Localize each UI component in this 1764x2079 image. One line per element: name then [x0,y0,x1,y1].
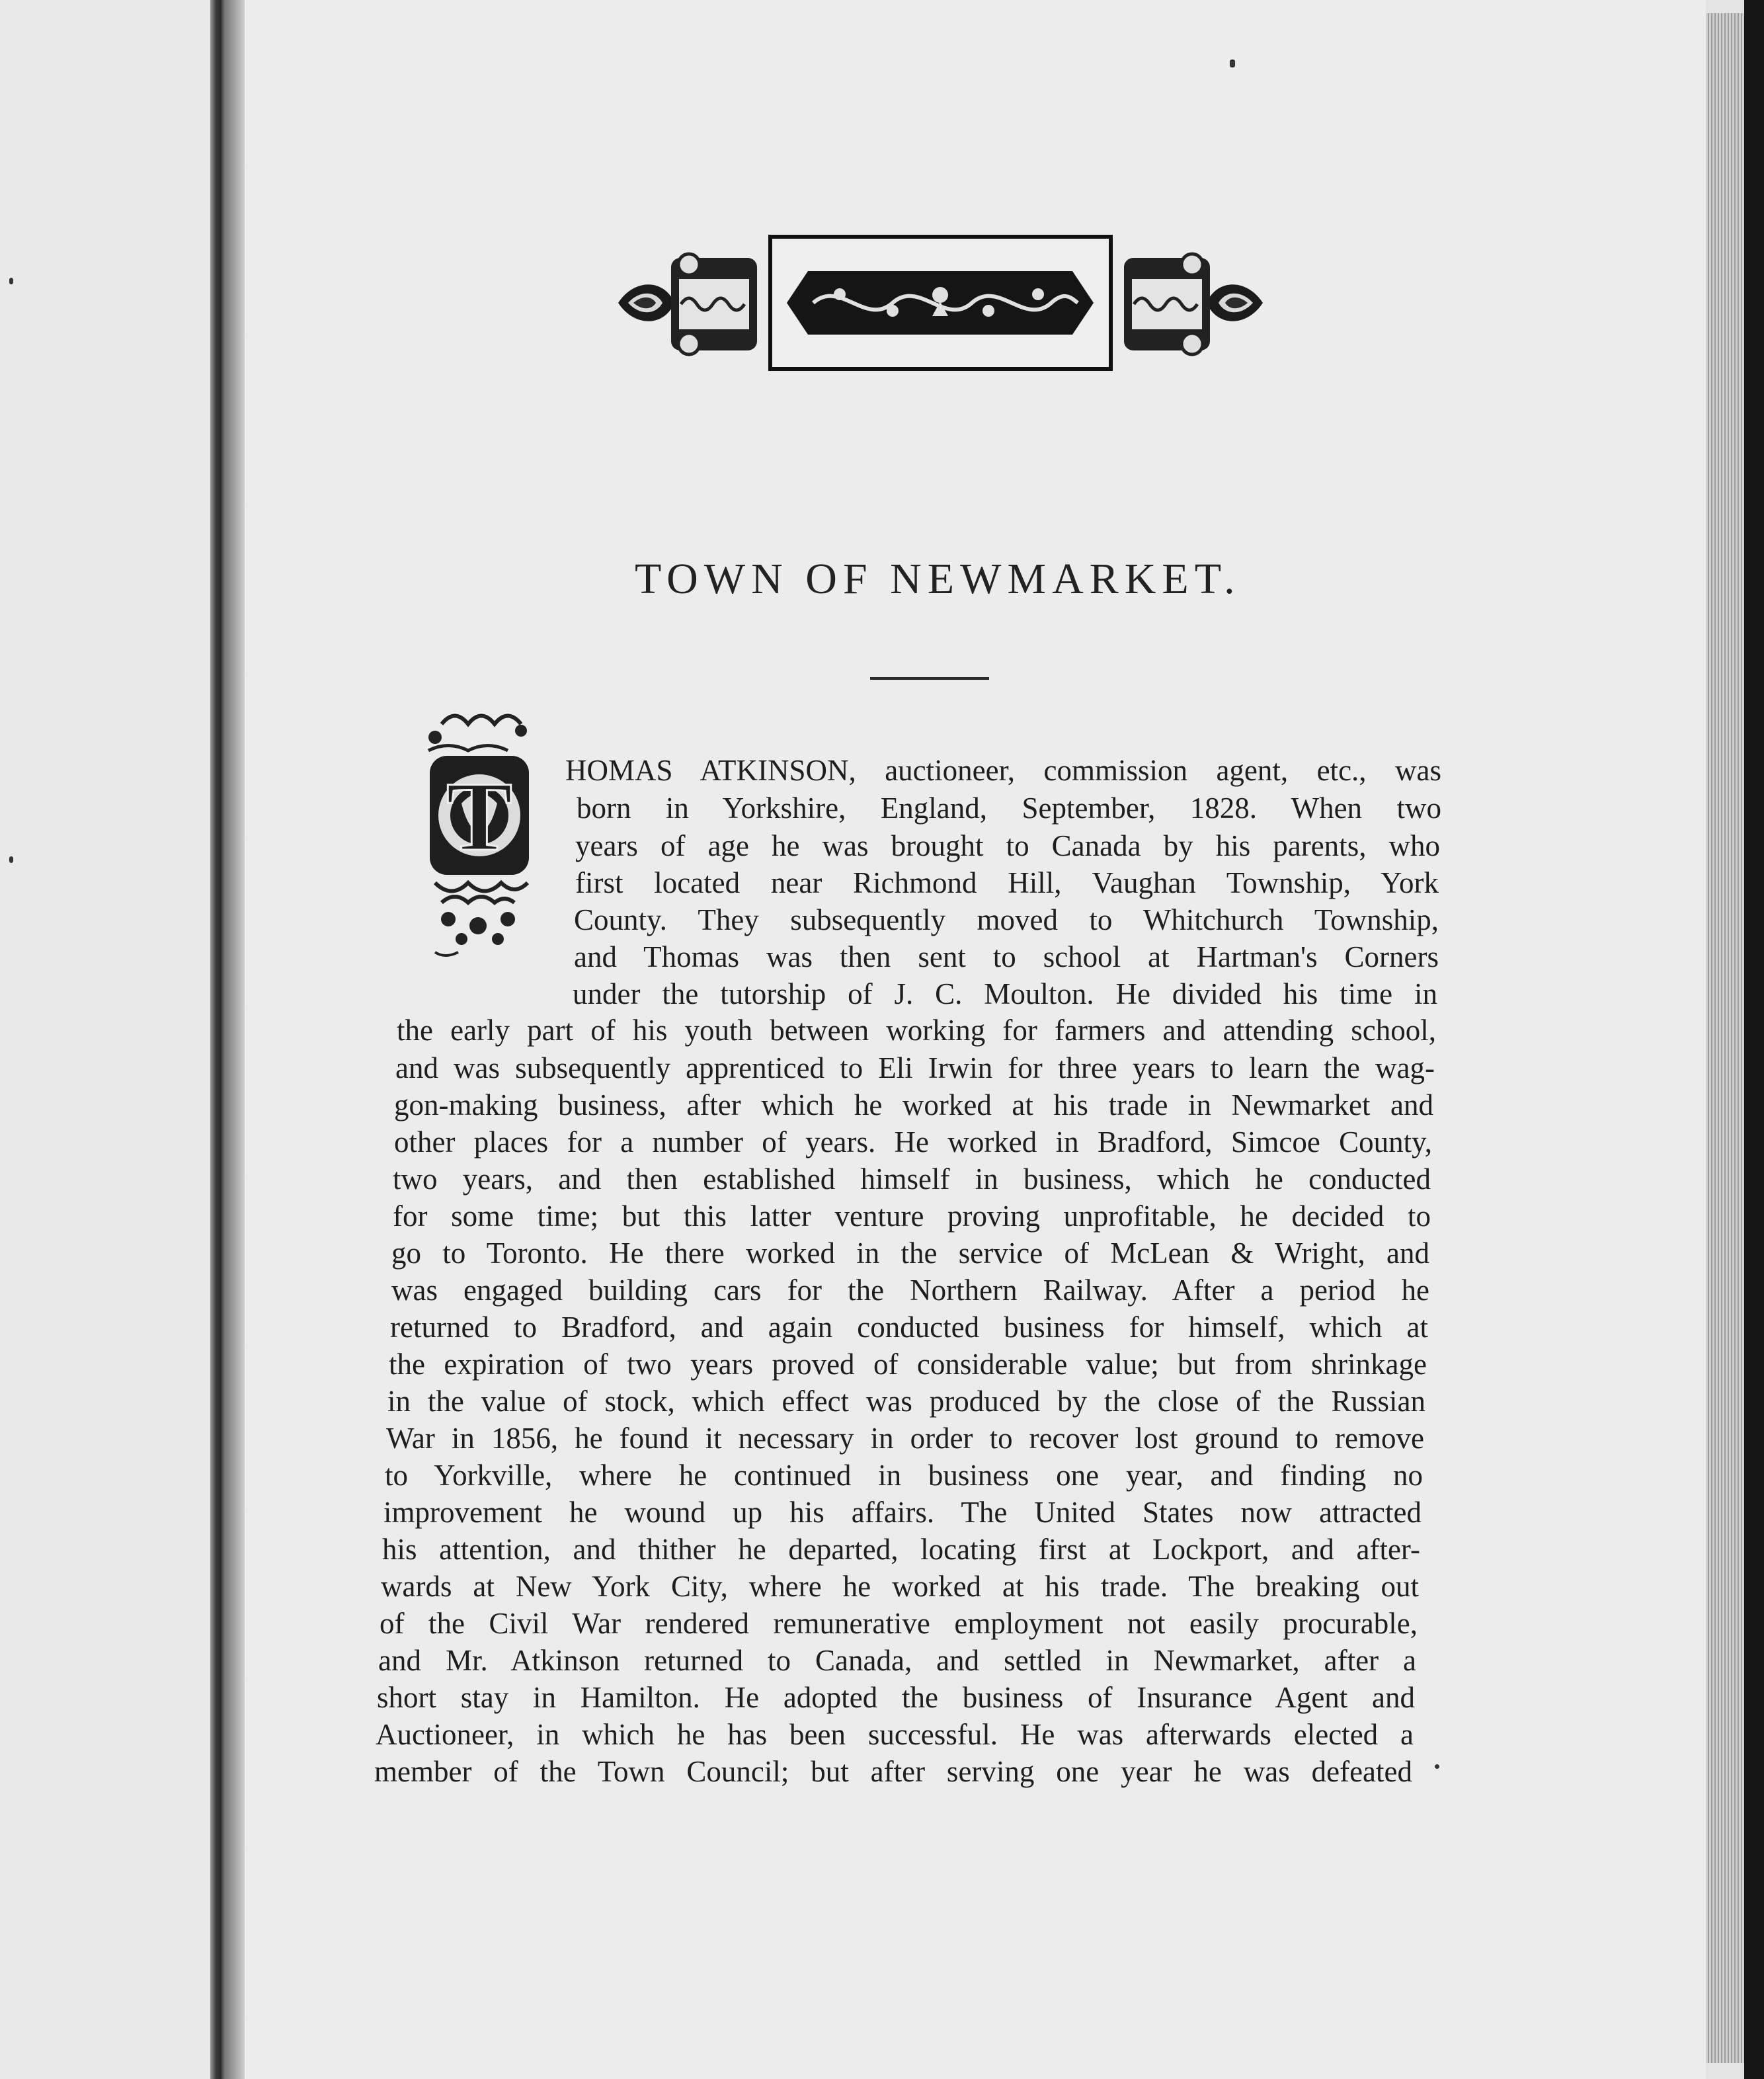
page-speck [9,278,13,284]
body-line: gon-making business, after which he worked at his trade in Newmarket and [394,1088,1433,1121]
body-line: member of the Town Council; but after serving one year he was defeated [374,1755,1412,1788]
page-mark [1435,1764,1439,1769]
body-line: improvement he wound up his affairs. The United States now attracted [383,1496,1422,1529]
page-speck [9,856,13,863]
drop-cap-initial-icon [415,704,538,962]
headpiece-ornament-icon [615,231,1266,374]
body-line: two years, and then established himself in business, which he conducted [393,1162,1431,1196]
body-line: the expiration of two years proved of considerable value; but from shrinkage [389,1348,1427,1381]
body-line: his attention, and thither he departed, locating first at Lockport, and after- [382,1533,1420,1566]
body-line: first located near Richmond Hill, Vaughan Township, York [575,866,1439,899]
body-line: to Yorkville, where he continued in business one year, and finding no [385,1459,1423,1492]
body-line: and Mr. Atkinson returned to Canada, and settled in Newmarket, after a [378,1644,1416,1677]
body-line: and Thomas was then sent to school at Hartman's Corners [574,940,1439,973]
body-line: years of age he was brought to Canada by his parents, who [575,829,1440,862]
page-title: TOWN OF NEWMARKET. [635,555,1241,603]
drop-cap-letter: T [446,762,513,872]
outer-book-edge [1744,0,1764,2079]
body-line: go to Toronto. He there worked in the service of McLean & Wright, and [391,1237,1429,1270]
body-line: returned to Bradford, and again conducted business for himself, which at [390,1311,1428,1344]
body-line: was engaged building cars for the Northern Railway. After a period he [391,1274,1429,1307]
page-edges [1706,13,1744,2063]
body-line: War in 1856, he found it necessary in order to recover lost ground to remove [386,1422,1424,1455]
body-line: born in Yorkshire, England, September, 1828. When two [577,792,1441,825]
page-speck [1230,60,1235,67]
book-spine-shadow [210,0,225,2079]
body-line: and was subsequently apprenticed to Eli Irwin for three years to learn the wag- [395,1051,1435,1084]
left-page [0,0,212,2079]
title-rule [870,677,989,680]
body-line: HOMAS ATKINSON, auctioneer, commission agent, etc., was [565,754,1441,787]
body-line: the early part of his youth between working for farmers and attending school, [397,1014,1436,1047]
body-line: under the tutorship of J. C. Moulton. He divided his time in [573,977,1437,1010]
body-line: of the Civil War rendered remunerative employment not easily procurable, [380,1607,1418,1640]
body-line: County. They subsequently moved to Whitchurch Township, [574,903,1439,936]
body-line: wards at New York City, where he worked at his trade. The breaking out [381,1570,1419,1603]
body-line: short stay in Hamilton. He adopted the business of Insurance Agent and [377,1681,1415,1714]
body-line: Auctioneer, in which he has been successful. He was afterwards elected a [376,1718,1414,1751]
body-line: for some time; but this latter venture proving unprofitable, he decided to [393,1200,1431,1233]
body-line: other places for a number of years. He worked in Bradford, Simcoe County, [394,1125,1432,1159]
body-line: in the value of stock, which effect was produced by the close of the Russian [387,1385,1425,1418]
gutter-shadow [225,0,245,2079]
